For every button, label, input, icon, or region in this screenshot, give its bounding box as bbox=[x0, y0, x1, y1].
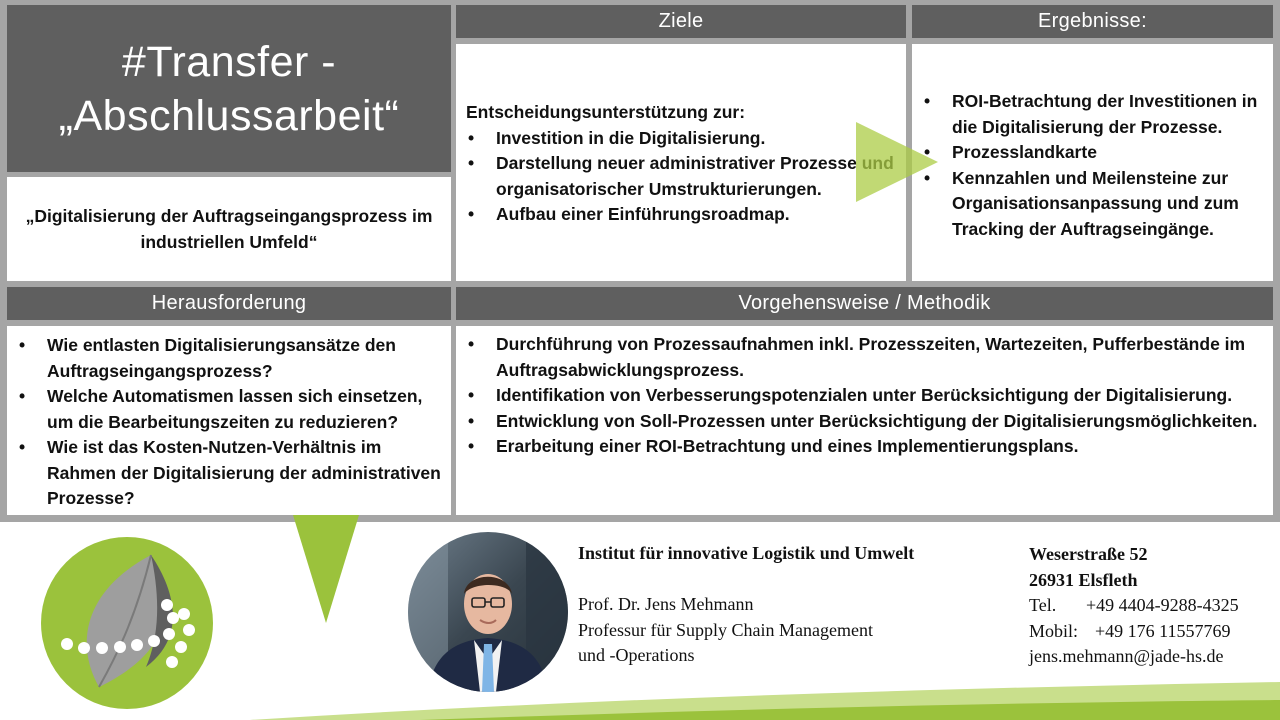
person-role-line-2: und -Operations bbox=[578, 645, 695, 665]
contact-street: Weserstraße 52 bbox=[1029, 544, 1148, 564]
leaf-logo-icon bbox=[41, 537, 213, 709]
contact-email: jens.mehmann@jade-hs.de bbox=[1029, 646, 1224, 666]
person-role-line-1: Professur für Supply Chain Management bbox=[578, 619, 873, 640]
herausforderung-panel bbox=[7, 326, 451, 515]
institute-name: Institut für innovative Logistik und Umwelt bbox=[578, 543, 915, 563]
person-name: Prof. Dr. Jens Mehmann bbox=[578, 594, 754, 614]
list-item: • Kennzahlen und Meilensteine zur Organisationsanpassung und zum Tracking der Auftragseingänge. bbox=[922, 166, 1267, 243]
ziele-panel bbox=[456, 44, 906, 281]
ergebnisse-header: Ergebnisse: bbox=[912, 5, 1273, 38]
list-item: • Aufbau einer Einführungsroadmap. bbox=[466, 202, 900, 228]
herausforderung-header: Herausforderung bbox=[7, 287, 451, 320]
list-item: • Identifikation von Verbesserungspotenzialen unter Berücksichtigung der Digitalisierung. bbox=[466, 383, 1267, 409]
mobile-label: Mobil: bbox=[1029, 620, 1079, 641]
contact-info bbox=[1029, 542, 1239, 670]
vorgehensweise-header: Vorgehensweise / Methodik bbox=[456, 287, 1273, 320]
ziele-header: Ziele bbox=[456, 5, 906, 38]
list-item: • Durchführung von Prozessaufnahmen inkl. Prozesszeiten, Wartezeiten, Pufferbestände im Auftragsabwicklungsprozess. bbox=[466, 332, 1267, 383]
list-item: • Darstellung neuer administrativer Prozesse und organisatorischer Umstrukturierungen. bbox=[466, 151, 900, 202]
mobile-number: +49 176 11557769 bbox=[1095, 620, 1231, 641]
list-item: • Entwicklung von Soll-Prozessen unter Berücksichtigung der Digitalisierungsmöglichkeiten. bbox=[466, 409, 1267, 435]
list-item: • Erarbeitung einer ROI-Betrachtung und eines Implementierungsplans. bbox=[466, 434, 1267, 460]
person-info bbox=[578, 592, 914, 669]
title-box bbox=[7, 5, 451, 172]
ergebnisse-panel bbox=[912, 44, 1273, 281]
vorgehensweise-panel bbox=[456, 326, 1273, 515]
contact-city: 26931 Elsfleth bbox=[1029, 569, 1138, 590]
contact-tel-row bbox=[1029, 593, 1239, 619]
list-item: • Prozesslandkarte bbox=[922, 140, 1267, 166]
institute-info bbox=[578, 541, 914, 669]
portrait-photo bbox=[408, 532, 568, 692]
arrow-down-icon bbox=[293, 515, 359, 623]
vorgehensweise-list bbox=[466, 332, 1267, 460]
thesis-subtitle bbox=[7, 177, 451, 281]
list-item: • Investition in die Digitalisierung. bbox=[466, 126, 900, 152]
ziele-intro: Entscheidungsunterstützung zur: bbox=[466, 102, 746, 122]
tel-number: +49 4404-9288-4325 bbox=[1086, 595, 1239, 615]
title-line-2: „Abschlussarbeit“ bbox=[58, 91, 400, 140]
list-item: • Wie ist das Kosten-Nutzen-Verhältnis im Rahmen der Digitalisierung der administrativen Prozesse? bbox=[17, 435, 445, 512]
contact-mobile-row bbox=[1029, 619, 1239, 645]
tel-label: Tel. bbox=[1029, 595, 1057, 615]
list-item: • ROI-Betrachtung der Investitionen in die Digitalisierung der Prozesse. bbox=[922, 89, 1267, 140]
herausforderung-list bbox=[17, 333, 445, 512]
subtitle-line-2: industriellen Umfeld“ bbox=[140, 232, 318, 252]
ergebnisse-list bbox=[922, 89, 1267, 242]
list-item: • Welche Automatismen lassen sich einsetzen, um die Bearbeitungszeiten zu reduzieren? bbox=[17, 384, 445, 435]
title-line-1: #Transfer - bbox=[121, 37, 337, 86]
ziele-list bbox=[466, 126, 900, 228]
arrow-right-icon bbox=[856, 122, 938, 202]
list-item: • Wie entlasten Digitalisierungsansätze den Auftragseingangsprozess? bbox=[17, 333, 445, 384]
subtitle-line-1: „Digitalisierung der Auftragseingangsprozess im bbox=[25, 206, 433, 226]
